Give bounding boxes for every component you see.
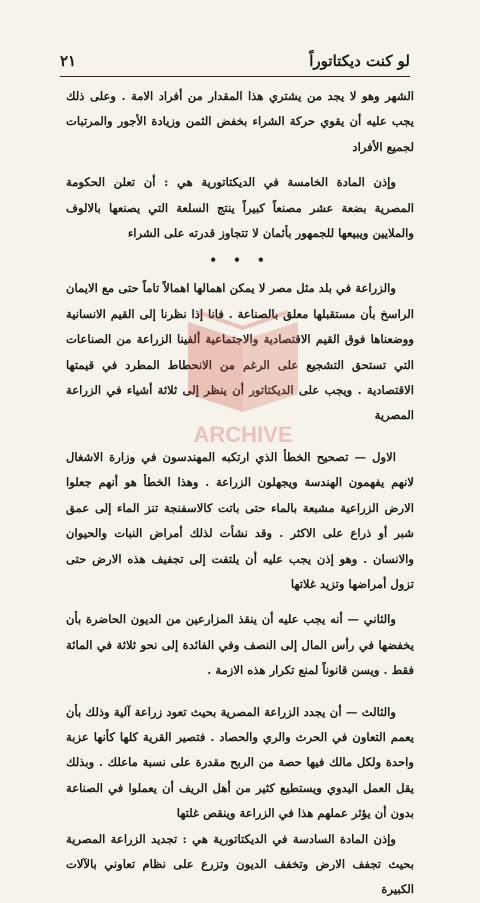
paragraph-1: الشهر وهو لا يجد من يشتري هذا المقدار من أفراد الامة . وعلى ذلك يجب عليه أن يقوي حركة الشراء بخفض الثمن وزيادة الأجور والمرتبات لجميع الأفراد: [66, 89, 414, 154]
paragraph-gap: [66, 429, 414, 445]
page-body: [66, 84, 414, 897]
paragraph-gap: [66, 684, 414, 700]
paragraph-5: والثاني — أنه يجب عليه أن ينقذ المزارعين من الديون الحاضرة بأن يخفضها في رأس المال إلى النصف وفي الفائدة إلى نحو ثلاثة في المائة فقط . ويسن قانوناً لمنع تكرار هذه الازمة .: [66, 612, 414, 678]
paragraph-3: والزراعة في بلد مثل مصر لا يمكن اهمالها اهمالاً تاماً حتى مع الايمان الراسخ بأن مستقبلها معلق بالصناعة . فانا إذا نظرنا إلى القيم الانسانية ووضعناها فوق القيم الاقتصادية والاجتماعية ألفينا الزراعة من الصناعات التي تستحق التشجيع على الرغم من الانحطاط المطرد في قيمتها الاقتصادية . ويجب على الديكتاتور أن ينظر إلى ثلاثة أشياء في الزراعة المصرية: [66, 281, 414, 423]
header-rule: [60, 76, 410, 77]
paragraph-2: وإذن المادة الخامسة في الديكتاتورية هي : أن تعلن الحكومة المصرية بضعة عشر مصنعاً كبيراً ينتج السلعة التي يصنعها بالالوف والملايين ويبيعها للجمهور بأثمان لا تتجاوز قدرته على الشراء: [66, 175, 414, 241]
running-title: لو كنت ديكتاتوراً: [309, 52, 410, 70]
paragraph-4: الاول — تصحيح الخطأ الذي ارتكبه المهندسون في وزارة الاشغال لانهم يفهمون الهندسة ويجهلون الزراعة . وهذا الخطأ هو أنهم جعلوا الارض الزراعية مشبعة بالماء حتى باتت كالاسفنجة تنز الماء إلى عمق شبر أو ذراع على الاكثر . وقد نشأت لذلك أمراض النبات والحيوان والانسان . وهو إذن يجب عليه أن يلتفت إلى تجفيف هذه الارض حتى تزول أمراضها وتزيد غلاتها: [66, 449, 414, 591]
watermark-text: ARCHIVE: [193, 422, 293, 447]
paragraph-gap: [66, 160, 414, 170]
paragraph-6: والثالث — أن يجدد الزراعة المصرية بحيث تعود زراعة آلية وذلك بأن يعمم التعاون في الحرث والري والحصاد . فتصير القرية كلها كأنها عزبة واحدة ولكل مالك فيها حصة من الربح مقدرة على نسبة ماعلك . وبذلك يقل العمل اليدوي ويستطيع كثير من أهل الريف أن يعملوا في الصناعة بدون أن يؤثر عملهم هذا في الزراعة وينقص غلتها: [66, 704, 414, 821]
page-number: ٢١: [60, 52, 77, 70]
paragraph-gap: [66, 597, 414, 607]
paragraph-7: وإذن المادة السادسة في الديكتاتورية هي : تجديد الزراعة المصرية بحيث تجفف الارض وتخفف الديون وتزرع على نظام تعاوني بالآلات الكبيرة: [66, 831, 414, 897]
section-separator: • • •: [209, 253, 271, 268]
page-header: [60, 50, 410, 72]
